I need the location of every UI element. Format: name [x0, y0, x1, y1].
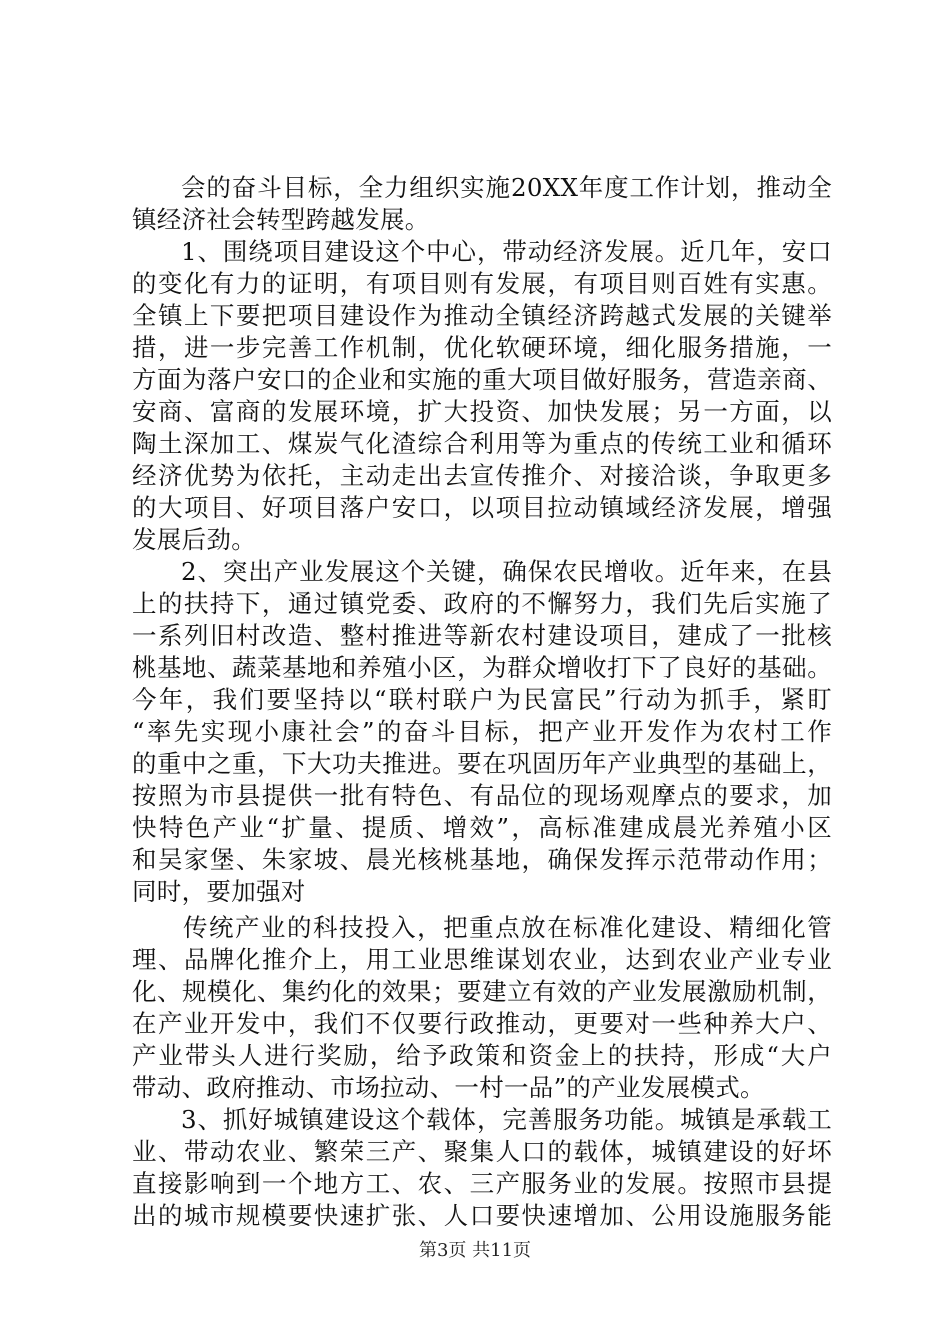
- text-line: 和吴家堡、朱家坡、晨光核桃基地，确保发挥示范带动作用；: [132, 845, 832, 874]
- text-line: 安商、富商的发展环境，扩大投资、加快发展；另一方面，以: [132, 397, 832, 426]
- text-line: 的大项目、好项目落户安口，以项目拉动镇域经济发展，增强: [132, 493, 832, 522]
- text-line: 按照为市县提供一批有特色、有品位的现场观摩点的要求，加: [132, 781, 832, 810]
- text-line: 业、带动农业、繁荣三产、聚集人口的载体，城镇建设的好坏: [132, 1137, 832, 1166]
- text-line: 镇经济社会转型跨越发展。: [132, 205, 430, 234]
- text-line: 快特色产业“扩量、提质、增效”，高标准建成晨光养殖小区: [132, 813, 832, 842]
- text-line: 产业带头人进行奖励，给予政策和资金上的扶持，形成“大户: [132, 1041, 832, 1070]
- text-line: 方面为落户安口的企业和实施的重大项目做好服务，营造亲商、: [132, 365, 832, 394]
- text-line: 出的城市规模要快速扩张、人口要快速增加、公用设施服务能: [132, 1201, 832, 1230]
- text-line: 经济优势为依托，主动走出去宣传推介、对接洽谈，争取更多: [132, 461, 832, 490]
- text-line: 一系列旧村改造、整村推进等新农村建设项目，建成了一批核: [132, 621, 832, 650]
- text-line: 今年，我们要坚持以“联村联户为民富民”行动为抓手，紧盯: [132, 685, 832, 714]
- text-line: 陶土深加工、煤炭气化渣综合利用等为重点的传统工业和循环: [132, 429, 832, 458]
- text-line: 发展后劲。: [132, 525, 256, 554]
- text-line: 直接影响到一个地方工、农、三产服务业的发展。按照市县提: [132, 1169, 832, 1198]
- text-line: “率先实现小康社会”的奋斗目标，把产业开发作为农村工作: [132, 717, 832, 746]
- text-line: 传统产业的科技投入，把重点放在标准化建设、精细化管: [183, 913, 832, 942]
- text-line: 桃基地、蔬菜基地和养殖小区，为群众增收打下了良好的基础。: [132, 653, 832, 682]
- text-line: 全镇上下要把项目建设作为推动全镇经济跨越式发展的关键举: [132, 301, 832, 330]
- text-line: 措，进一步完善工作机制，优化软硬环境，细化服务措施，一: [132, 333, 832, 362]
- text-line: 的重中之重，下大功夫推进。要在巩固历年产业典型的基础上，: [132, 749, 832, 778]
- text-line: 2、突出产业发展这个关键，确保农民增收。近年来，在县: [181, 557, 832, 586]
- text-line: 1、围绕项目建设这个中心，带动经济发展。近几年，安口: [181, 237, 832, 266]
- text-line: 同时，要加强对: [132, 877, 306, 906]
- text-line: 上的扶持下，通过镇党委、政府的不懈努力，我们先后实施了: [132, 589, 832, 618]
- text-line: 的变化有力的证明，有项目则有发展，有项目则百姓有实惠。: [132, 269, 832, 298]
- text-line: 理、品牌化推介上，用工业思维谋划农业，达到农业产业专业: [132, 945, 832, 974]
- text-line: 3、抓好城镇建设这个载体，完善服务功能。城镇是承载工: [181, 1105, 832, 1134]
- text-line: 化、规模化、集约化的效果；要建立有效的产业发展激励机制，: [132, 977, 832, 1006]
- text-line: 带动、政府推动、市场拉动、一村一品”的产业发展模式。: [132, 1073, 765, 1102]
- page-number: 第3页 共11页: [418, 1240, 532, 1261]
- text-line: 在产业开发中，我们不仅要行政推动，更要对一些种养大户、: [132, 1009, 832, 1038]
- text-line: 会的奋斗目标，全力组织实施20XX年度工作计划，推动全: [181, 173, 833, 202]
